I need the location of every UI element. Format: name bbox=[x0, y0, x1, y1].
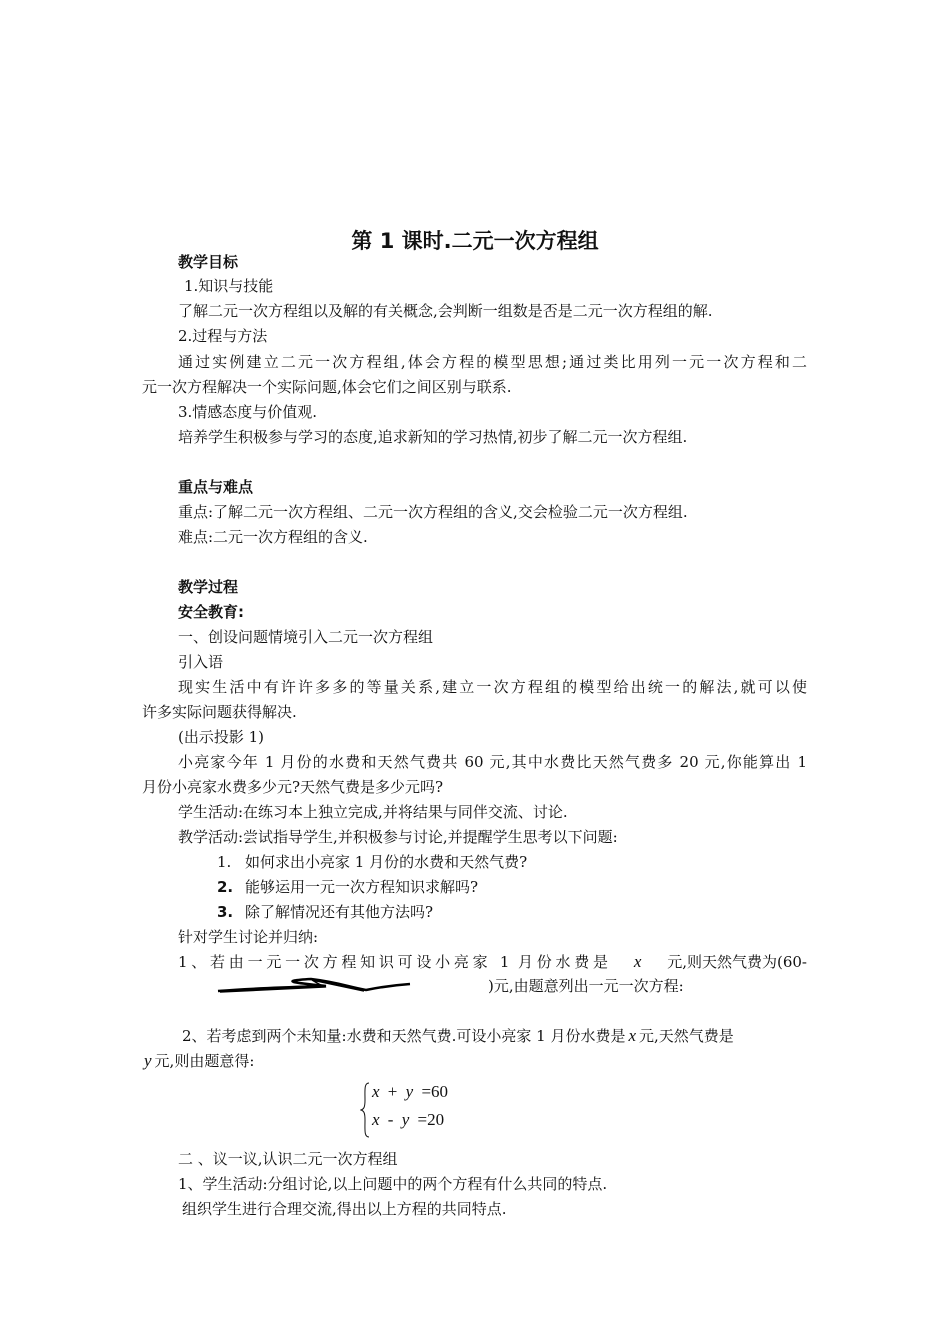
section-1-heading: 一、创设问题情境引入二元一次方程组 bbox=[178, 628, 434, 646]
case-1-text-a: 1、若由一元一次方程知识可设小亮家 1 月份水费是 bbox=[178, 953, 608, 971]
objective-3-text: 培养学生积极参与学习的态度,追求新知的学习热情,初步了解二元一次方程组. bbox=[178, 428, 688, 446]
eq2-x: x bbox=[372, 1110, 380, 1129]
eq1-x: x bbox=[372, 1082, 380, 1101]
case-2-text-a: 2、若考虑到两个未知量:水费和天然气费.可设小亮家 1 月份水费是 bbox=[182, 1027, 626, 1045]
question-2-number: 2. bbox=[217, 878, 234, 896]
equation-2 bbox=[372, 1110, 444, 1130]
eq1-rhs: =60 bbox=[421, 1082, 449, 1101]
eq2-op: - bbox=[387, 1110, 394, 1129]
problem-text-line1: 小亮家今年 1 月份的水费和天然气费共 60 元,其中水费比天然气费多 20 元,你能算出 1 bbox=[178, 753, 807, 771]
projection-label: (出示投影 1) bbox=[178, 728, 265, 746]
case-1-line2: )元,由题意列出一元一次方程: bbox=[488, 977, 684, 995]
document-title: 第 1 课时.二元一次方程组 bbox=[351, 229, 599, 253]
question-3-number: 3. bbox=[217, 903, 234, 921]
case-1-line1 bbox=[178, 952, 807, 972]
question-1-number: 1. bbox=[217, 853, 232, 871]
objective-1-label: 1.知识与技能 bbox=[184, 277, 274, 295]
case-1-text-b: 元,则天然气费为(60- bbox=[667, 953, 807, 971]
section-2-item-1: 1、学生活动:分组讨论,以上问题中的两个方程有什么共同的特点. bbox=[178, 1175, 608, 1193]
eq1-op: + bbox=[387, 1082, 398, 1101]
key-points-heading: 重点与难点 bbox=[178, 478, 254, 496]
variable-x: x bbox=[633, 952, 642, 971]
problem-text-line2: 月份小亮家水费多少元?天然气费是多少元吗? bbox=[142, 778, 444, 796]
intro-text-line1: 现实生活中有许许多多的等量关系,建立一次方程组的模型给出统一的解法,就可以使 bbox=[178, 678, 807, 696]
question-1-text: 如何求出小亮家 1 月份的水费和天然气费? bbox=[245, 853, 528, 871]
case-2-text-b: 元,天然气费是 bbox=[639, 1027, 734, 1045]
question-2-text: 能够运用一元一次方程知识求解吗? bbox=[245, 878, 479, 896]
objectives-heading: 教学目标 bbox=[178, 253, 239, 271]
teacher-activity: 教学活动:尝试指导学生,并积极参与讨论,并提醒学生思考以下问题: bbox=[178, 828, 618, 846]
safety-heading: 安全教育: bbox=[178, 603, 244, 621]
equation-brace bbox=[360, 1082, 370, 1138]
case-2-text-c: 元,则由题意得: bbox=[154, 1052, 255, 1070]
intro-label: 引入语 bbox=[178, 653, 224, 671]
eq2-y: y bbox=[401, 1110, 410, 1129]
variable-y: y bbox=[144, 1051, 152, 1070]
section-2-item-2: 组织学生进行合理交流,得出以上方程的共同特点. bbox=[182, 1200, 507, 1218]
objective-2-text-line2: 元一次方程解决一个实际问题,体会它们之间区别与联系. bbox=[142, 378, 512, 396]
eq2-rhs: =20 bbox=[417, 1110, 445, 1129]
case-2-line1 bbox=[182, 1026, 807, 1046]
equation-1 bbox=[372, 1082, 448, 1102]
redaction-scribble bbox=[216, 974, 412, 996]
student-activity: 学生活动:在练习本上独立完成,并将结果与同伴交流、讨论. bbox=[178, 803, 568, 821]
objective-3-label: 3.情感态度与价值观. bbox=[178, 403, 318, 421]
summary-label: 针对学生讨论并归纳: bbox=[178, 928, 319, 946]
section-2-heading: 二 、议一议,认识二元一次方程组 bbox=[178, 1150, 398, 1168]
objective-2-label: 2.过程与方法 bbox=[178, 327, 268, 345]
question-3-text: 除了解情况还有其他方法吗? bbox=[245, 903, 434, 921]
objective-2-text-line1: 通过实例建立二元一次方程组,体会方程的模型思想;通过类比用列一元一次方程和二 bbox=[178, 353, 807, 371]
process-heading: 教学过程 bbox=[178, 578, 239, 596]
intro-text-line2: 许多实际问题获得解决. bbox=[142, 703, 297, 721]
variable-x: x bbox=[628, 1026, 636, 1045]
key-point-text: 重点:了解二元一次方程组、二元一次方程组的含义,交会检验二元一次方程组. bbox=[178, 503, 688, 521]
objective-1-text: 了解二元一次方程组以及解的有关概念,会判断一组数是否是二元一次方程组的解. bbox=[178, 302, 713, 320]
case-2-line2 bbox=[144, 1051, 254, 1071]
eq1-y: y bbox=[405, 1082, 414, 1101]
difficult-point-text: 难点:二元一次方程组的含义. bbox=[178, 528, 368, 546]
